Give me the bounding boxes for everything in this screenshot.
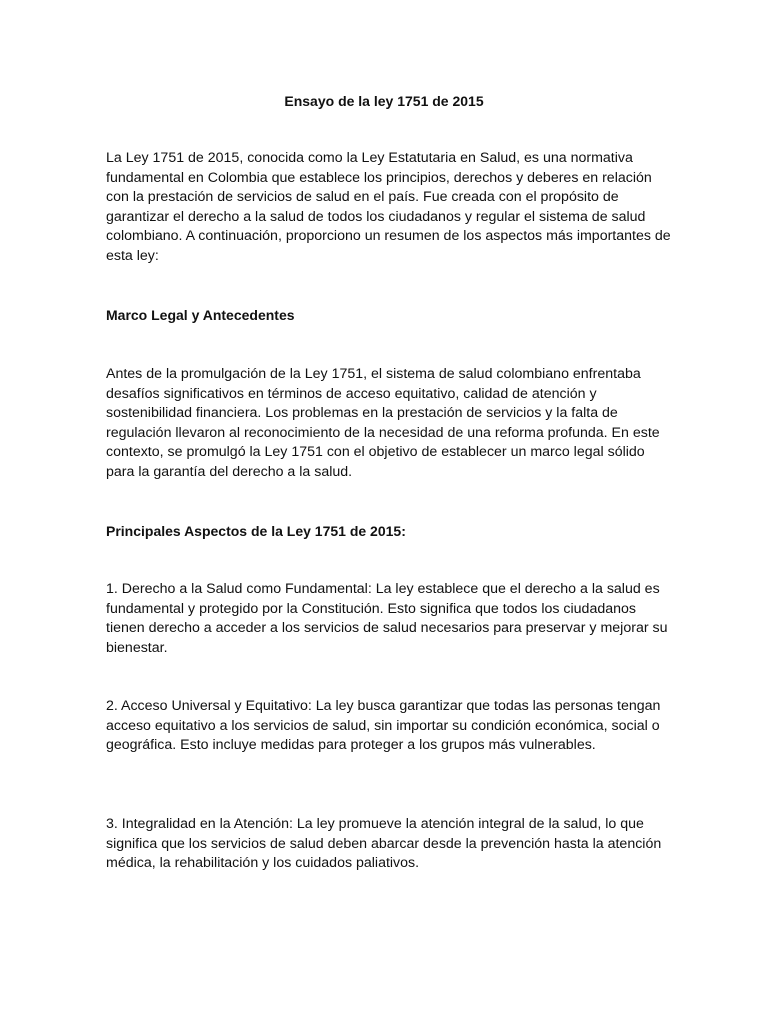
list-item: 2. Acceso Universal y Equitativo: La ley busca garantizar que todas las personas tengan acceso equitativo a los servicios de salud, sin importar su condición económica, social o geográfica. Esto incluye medidas para proteger a los grupos más vulnerables.	[106, 698, 661, 754]
list-item: 3. Integralidad en la Atención: La ley promueve la atención integral de la salud, lo que significa que los servicios de salud deben abarcar desde la prevención hasta la atención médica, la rehabilitación y los cuidados paliativos.	[106, 816, 662, 872]
section-heading-marco-legal: Marco Legal y Antecedentes	[106, 307, 295, 323]
section-heading-principales-aspectos: Principales Aspectos de la Ley 1751 de 2015:	[106, 523, 406, 539]
marco-legal-paragraph: Antes de la promulgación de la Ley 1751, el sistema de salud colombiano enfrentaba desafíos significativos en términos de acceso equitativo, calidad de atención y sostenibilidad financiera. Los problemas en la prestación de servicios y la falta de regulación llevaron al reconocimiento de la necesidad de una reforma profunda. En este contexto, se promulgó la Ley 1751 con el objetivo de establecer un marco legal sólido para la garantía del derecho a la salud.	[106, 366, 660, 480]
document-title: Ensayo de la ley 1751 de 2015	[284, 93, 484, 109]
list-item: 1. Derecho a la Salud como Fundamental: La ley establece que el derecho a la salud es fundamental y protegido por la Constitución. Esto significa que todos los ciudadanos tienen derecho a acceder a los servicios de salud necesarios para preservar y mejorar su bienestar.	[106, 581, 668, 656]
intro-paragraph: La Ley 1751 de 2015, conocida como la Ley Estatutaria en Salud, es una normativa fundamental en Colombia que establece los principios, derechos y deberes en relación con la prestación de servicios de salud en el país. Fue creada con el propósito de garantizar el derecho a la salud de todos los ciudadanos y regular el sistema de salud colombiano. A continuación, proporciono un resumen de los aspectos más importantes de esta ley:	[106, 150, 671, 264]
